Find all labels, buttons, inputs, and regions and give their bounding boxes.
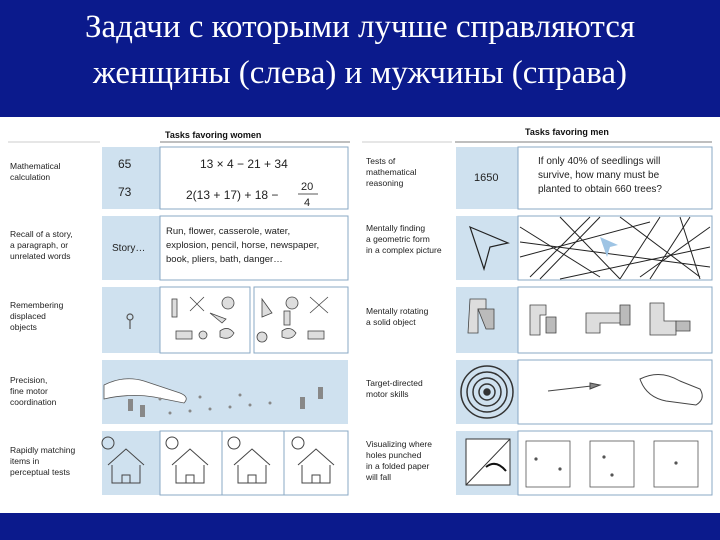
men-row-4-label-2: motor skills [366, 389, 409, 399]
men-row-5-label-4: will fall [366, 472, 392, 482]
women-row-4-label-1: Precision, [10, 375, 48, 385]
women-row-2-label-1: Recall of a story, [10, 229, 73, 239]
men-folded-paper-cell [456, 431, 712, 495]
men-embedded-figure-cell [456, 216, 712, 280]
men-row-2-label-1: Mentally finding [366, 223, 426, 233]
men-row-1-label-1: Tests of [366, 156, 396, 166]
women-objects-cell [102, 287, 348, 353]
math-number-2: 73 [118, 185, 132, 199]
women-row-4-label-2: fine motor [10, 386, 48, 396]
women-row-4-label-3: coordination [10, 397, 57, 407]
reasoning-question-1: If only 40% of seedlings will [538, 156, 661, 167]
women-row-5-label-1: Rapidly matching [10, 445, 76, 455]
story-label: Story… [112, 243, 146, 254]
story-words-1: Run, flower, casserole, water, [166, 226, 291, 237]
math-equation-1: 13 × 4 − 21 + 34 [200, 157, 288, 171]
women-row-1-label-2: calculation [10, 172, 51, 182]
men-row-4-label-1: Target-directed [366, 378, 423, 388]
men-row-3-label-2: a solid object [366, 317, 416, 327]
reasoning-question-2: survive, how many must be [538, 170, 660, 181]
men-row-5-label-1: Visualizing where [366, 439, 432, 449]
men-row-1-label-2: mathematical [366, 167, 417, 177]
figure-panel [0, 117, 720, 513]
men-row-5-label-3: in a folded paper [366, 461, 430, 471]
women-row-3-label-3: objects [10, 322, 37, 332]
women-row-3-label-1: Remembering [10, 300, 64, 310]
men-row-1-label-3: reasoning [366, 178, 404, 188]
men-target-cell [456, 360, 712, 424]
women-precision-cell [102, 360, 348, 424]
math-fraction-numerator: 20 [301, 181, 314, 193]
story-words-2: explosion, pencil, horse, newspaper, [166, 240, 320, 251]
reasoning-number: 1650 [474, 172, 499, 184]
men-header: Tasks favoring men [525, 127, 609, 137]
task-figure [0, 117, 720, 513]
men-row-5-label-2: holes punched [366, 450, 422, 460]
women-story-cell [102, 216, 348, 280]
men-row-2-label-2: a geometric form [366, 234, 430, 244]
women-row-5-label-2: items in [10, 456, 40, 466]
reasoning-question-3: planted to obtain 660 trees? [538, 184, 662, 195]
men-row-3-label-1: Mentally rotating [366, 306, 429, 316]
women-perceptual-cell [102, 431, 348, 495]
men-row-labels [365, 156, 442, 482]
title-line-1: Задачи с которыми лучше справляются [84, 9, 636, 45]
story-words-3: book, pliers, bath, danger… [166, 254, 283, 265]
women-row-1-label-1: Mathematical [10, 161, 61, 171]
men-rotation-cell [456, 287, 712, 353]
women-row-3-label-2: displaced [10, 311, 46, 321]
title-line-2: женщины (слева) и мужчины (справа) [92, 55, 627, 91]
women-row-5-label-3: perceptual tests [10, 467, 71, 477]
women-row-2-label-2: a paragraph, or [10, 240, 69, 250]
women-row-labels [10, 161, 75, 477]
math-fraction-denominator: 4 [304, 197, 311, 209]
men-reasoning-cell [456, 147, 712, 209]
math-equation-2: 2(13 + 17) + 18 − [186, 188, 279, 202]
women-header: Tasks favoring women [165, 130, 262, 140]
slide-title [0, 4, 720, 96]
women-math-cell [102, 147, 348, 209]
men-row-2-label-3: in a complex picture [366, 245, 442, 255]
math-number-1: 65 [118, 157, 132, 171]
women-row-2-label-3: unrelated words [10, 251, 71, 261]
